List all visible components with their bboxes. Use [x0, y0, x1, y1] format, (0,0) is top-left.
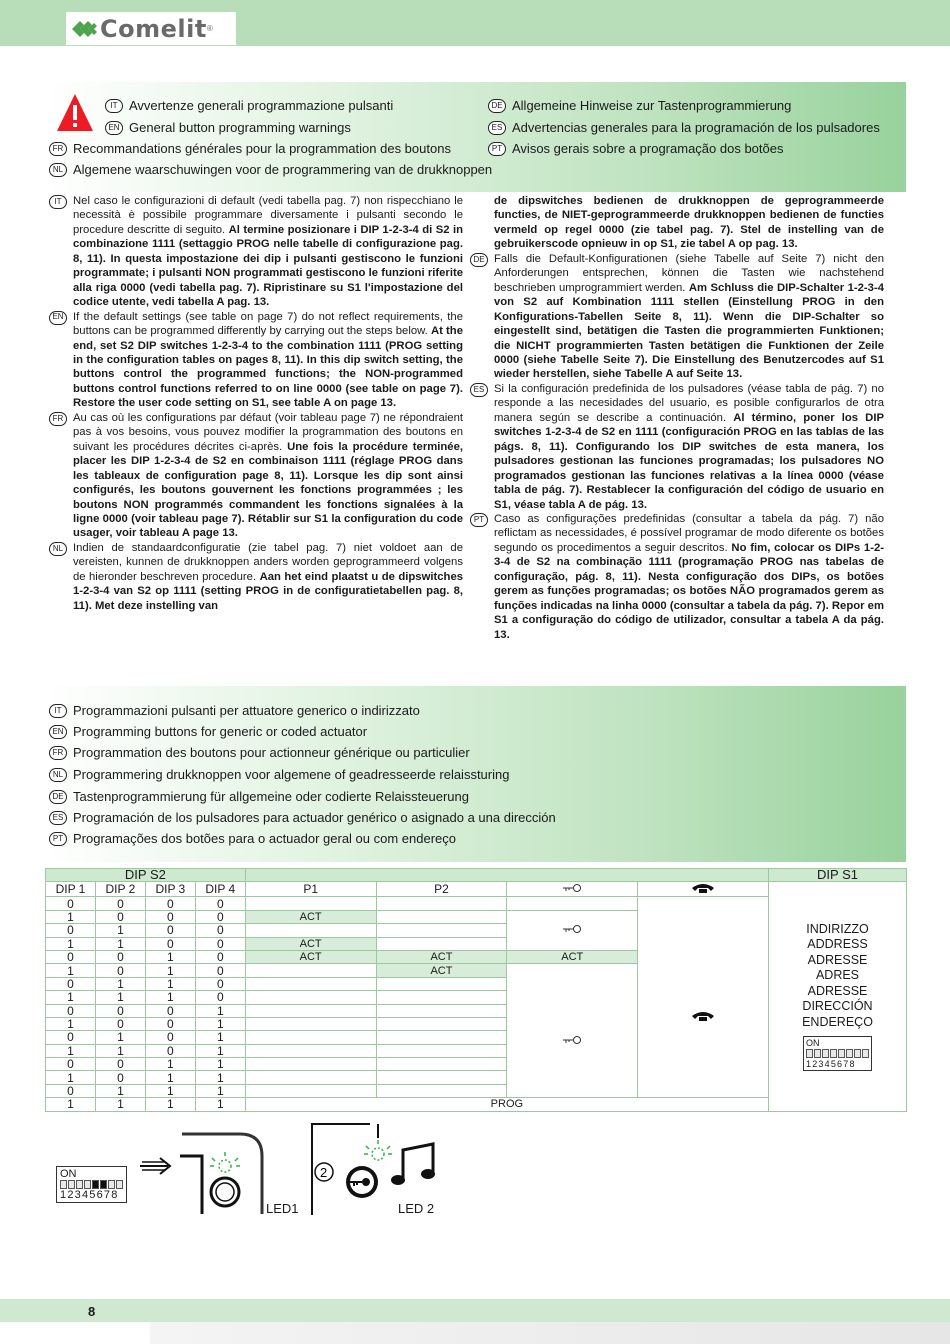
dip-switch-cells: [60, 1180, 123, 1189]
table-cell: [507, 897, 638, 910]
table-cell: [245, 897, 376, 910]
table-cell: 1: [195, 1031, 245, 1044]
table-cell: 0: [46, 950, 96, 963]
table-cell: [245, 1044, 376, 1057]
table-cell: 0: [145, 910, 195, 923]
key-icon: [561, 1035, 583, 1045]
address-line: ADRESSE: [807, 952, 868, 967]
lang-badge: ES: [470, 383, 488, 397]
paragraph-bold-text: Al término, poner los DIP switches 1-2-3-4 de S2 en 1111 (configuración PROG en las tablas de las págs. 8, 11). Configurando los DIP switches de esta manera, los pulsadores gestionan las funciones programadas; los pulsadores NO programados gestionan las funciones relativas a la línea 0000 (véase tabla de pág. 7). Restablecer la configuración del código de usuario en S1, véase tabla A de pág. 13.: [494, 411, 885, 511]
table-cell: [376, 1017, 507, 1030]
table-cell: 1: [46, 1044, 96, 1057]
act-cell: ACT: [376, 950, 507, 963]
table-cell: 0: [145, 1004, 195, 1017]
table-cell: 1: [145, 1058, 195, 1071]
paragraph-de: [470, 252, 884, 382]
table-cell: 0: [95, 1004, 145, 1017]
dip2-header: DIP 2: [95, 882, 145, 897]
paragraph-fr: [49, 411, 463, 541]
p1-header: P1: [245, 882, 376, 897]
blank-header: [245, 869, 768, 882]
table-cell: 0: [145, 897, 195, 910]
table-cell: 0: [95, 1071, 145, 1084]
section-title-es: [49, 810, 556, 825]
table-cell: 0: [95, 910, 145, 923]
handset-column-cell: [638, 897, 769, 1098]
table-cell: 1: [195, 1098, 245, 1111]
address-cell: [769, 882, 907, 1111]
paragraph-it: [49, 194, 463, 310]
table-cell: 0: [145, 1031, 195, 1044]
lang-badge: EN: [49, 311, 67, 325]
table-cell: 1: [195, 1084, 245, 1097]
lang-badge: FR: [49, 412, 67, 426]
table-cell: 0: [195, 924, 245, 937]
table-cell: 1: [46, 1017, 96, 1030]
table-cell: 0: [46, 1058, 96, 1071]
section-title-text: Programações dos botões para o actuador geral ou com endereço: [73, 831, 457, 846]
table-cell: [376, 910, 507, 923]
text-column-right: [470, 194, 884, 642]
lang-badge: NL: [49, 768, 67, 782]
text-column-left: [49, 194, 463, 613]
table-cell: 0: [195, 910, 245, 923]
lang-badge: PT: [470, 513, 488, 527]
table-cell: [376, 977, 507, 990]
table-subheader-row: [46, 882, 907, 897]
address-line: ADDRESS: [807, 937, 868, 952]
paragraph-bold-text: No fim, colocar os DIPs 1-2-3-4 de S2 na combinação 1111 (programação PROG nas tabelas de configuração, pág. 8, 11). Nesta configuração dos DIPs, os botões gerem as funções programadas; os botões NÃO programados gerem as funções indicadas na linha 0000 (consultar a tabela da pág. 7). Repor em S1 a configuração do código de utilizador, consultar a tabela A da pág. 13.: [494, 541, 884, 641]
table-cell: 1: [46, 964, 96, 977]
table-cell: 0: [145, 1017, 195, 1030]
lang-badge: FR: [49, 746, 67, 760]
section-title-text: Programmering drukknoppen voor algemene of geadresseerde relaissturing: [73, 767, 510, 782]
table-cell: 0: [46, 1031, 96, 1044]
table-cell: [376, 991, 507, 1004]
act-cell: ACT: [245, 937, 376, 950]
table-cell: 1: [195, 1071, 245, 1084]
paragraph-text: Nel caso le configurazioni di default (vedi tabella pag. 7) non rispecchiano le necessità è possibile programmare diversamente i pulsanti secondo le procedure descritte di seguito.: [73, 195, 463, 236]
paragraph-bold-text: At the end, set S2 DIP switches 1-2-3-4 to the combination 1111 (PROG setting in the configuration tables on pages 8, 11). In this dip switch setting, the buttons control the programmed functions; the NON-programmed buttons control functions referred to on line 0000 (see table on page 7). Restore the user code setting on S1, see table A on page 13.: [73, 325, 463, 410]
key-icon: [561, 883, 583, 893]
table-cell: 0: [46, 1004, 96, 1017]
address-line: INDIRIZZO: [806, 921, 869, 936]
table-cell: 0: [95, 1058, 145, 1071]
section-title-text: Programming buttons for generic or coded actuator: [73, 724, 368, 739]
act-cell: ACT: [245, 950, 376, 963]
dip-switch-illustration: [56, 1166, 127, 1203]
table-cell: 1: [145, 991, 195, 1004]
warning-title-text: Advertencias generales para la programación de los pulsadores: [512, 120, 880, 135]
table-cell: 1: [195, 1004, 245, 1017]
dip-programming-table: [45, 868, 907, 1112]
handset-header: [638, 882, 769, 897]
warning-title-it: [105, 98, 393, 113]
table-cell: 1: [95, 937, 145, 950]
act-cell: ACT: [245, 910, 376, 923]
footer-strip: [150, 1322, 950, 1344]
section-title-nl: [49, 767, 509, 782]
paragraph-nl-continued: de dipswitches bedienen de drukknoppen de geprogrammeerde functies, de NIET-geprogrammeerde drukknoppen bedienen de functies vermeld op regel 0000 (zie tabel pag. 7). Stel de instelling van de gebruikerscode opnieuw in op S1, zie tabel A op pag. 13.: [494, 195, 884, 251]
table-cell: 1: [46, 910, 96, 923]
table-cell: [245, 924, 376, 937]
led2-label: LED 2: [398, 1201, 435, 1216]
paragraph-bold-text: Une fois la procédure terminée, placer les DIP 1-2-3-4 de S2 en combinaison 1111 (réglage PROG dans les tableaux de configuration page 8, 11). Lorsque les dip sont ainsi configurés, les boutons gouvernent les fonctions programmées ; les boutons NON programmés commandent les fonctions signalées à la ligne 0000 (voir tableau page 7). Rétablir sur S1 la configuration du code usager, voir tableau A page 13.: [73, 440, 464, 540]
dip-on-label: ON: [60, 1168, 77, 1180]
table-cell: 0: [195, 897, 245, 910]
address-line: ADRESSE: [807, 983, 868, 998]
warning-title-es: [488, 120, 880, 135]
section-title-text: Programación de los pulsadores para actuador genérico o asignado a una dirección: [73, 810, 556, 825]
table-cell: 1: [145, 1071, 195, 1084]
address-line: ADRES: [815, 968, 860, 983]
lang-badge: ES: [49, 811, 67, 825]
table-cell: 0: [145, 937, 195, 950]
dip-s1-header: DIP S1: [769, 869, 907, 882]
table-cell: 1: [46, 937, 96, 950]
table-cell: 0: [95, 1017, 145, 1030]
lang-badge: FR: [49, 142, 67, 156]
table-cell: 0: [46, 897, 96, 910]
paragraph-bold-text: Aan het eind plaatst u de dipswitches 1-2-3-4 van S2 op 1111 (setting PROG in de configuratietabellen pag. 8, 11). Met deze instelling van: [73, 570, 464, 612]
table-cell: 0: [195, 977, 245, 990]
table-cell: 1: [46, 1098, 96, 1111]
warning-title-pt: [488, 141, 783, 156]
table-cell: 0: [145, 1044, 195, 1057]
table-cell: [376, 897, 507, 910]
table-cell: 1: [195, 1044, 245, 1057]
lang-badge: DE: [470, 253, 488, 267]
table-cell: [376, 1044, 507, 1057]
table-cell: [245, 1071, 376, 1084]
p2-header: P2: [376, 882, 507, 897]
table-cell: [376, 1084, 507, 1097]
registered-mark: ®: [206, 24, 213, 33]
section-title-text: Programmation des boutons pour actionneur générique ou particulier: [73, 745, 470, 760]
table-cell: 0: [46, 1084, 96, 1097]
section-title-en: [49, 724, 367, 739]
table-cell: 1: [145, 1084, 195, 1097]
dip3-header: DIP 3: [145, 882, 195, 897]
table-cell: 0: [46, 924, 96, 937]
section-title-pt: [49, 831, 456, 846]
warning-title-text: Avisos gerais sobre a programação dos botões: [512, 141, 784, 156]
lang-badge: DE: [49, 790, 67, 804]
dip-switch-s1: [803, 1036, 872, 1071]
paragraph-text: Falls die Default-Konfigurationen (siehe Tabelle auf Seite 7) nicht den Anforderungen entsprechen, können die Tasten wie nachstehend beschrieben umprogrammiert werden.: [494, 252, 884, 294]
table-cell: 0: [95, 897, 145, 910]
warning-title-text: General button programming warnings: [129, 120, 351, 135]
paragraph-text: Caso as configurações predefinidas (consultar a tabela da pág. 7) não reflictam as necessidades, é possível programar de modo diferente os botões segundo os procedimentos a seguir descritos.: [494, 512, 884, 554]
warning-title-text: Allgemeine Hinweise zur Tastenprogrammierung: [512, 98, 792, 113]
paragraph-nl: [49, 541, 463, 613]
prog-cell: PROG: [245, 1098, 768, 1111]
paragraph-bold-text: Al termine posizionare i DIP 1-2-3-4 di S2 in combinazione 1111 (settaggio PROG nelle tabelle di configurazione pag. 8, 11). In questa impostazione dei dip i pulsanti gestiscono le funzioni programmate; i pulsanti NON programmati gestiscono le funzioni riferite alla riga 0000 (vedi tabella pag. 7). Ripristinare su S1 l'impostazione del codice utente, vedi tabella A pag. 13.: [73, 223, 463, 309]
table-cell: [376, 937, 507, 950]
act-cell: ACT: [507, 950, 638, 963]
warning-triangle-icon: [56, 93, 94, 133]
table-cell: 1: [95, 991, 145, 1004]
dip-on-label: ON: [806, 1038, 820, 1049]
lang-badge: IT: [49, 704, 67, 718]
button-press-illustration: [140, 1126, 270, 1216]
section-title-text: Tastenprogrammierung für allgemeine oder codierte Relaissteuerung: [73, 789, 469, 804]
table-cell: [245, 977, 376, 990]
table-cell: 0: [145, 924, 195, 937]
comelit-logo-icon: [70, 18, 100, 40]
dip4-header: DIP 4: [195, 882, 245, 897]
lang-badge: ES: [488, 121, 506, 135]
warning-title-text: Algemene waarschuwingen voor de programmering van de drukknoppen: [73, 162, 493, 177]
table-cell: 1: [195, 1058, 245, 1071]
warning-title-en: [105, 120, 351, 135]
lang-badge: NL: [49, 542, 67, 556]
paragraph-es: [470, 382, 884, 512]
footer-bar: [0, 1299, 950, 1322]
paragraph-text: If the default settings (see table on page 7) do not reflect requirements, the buttons can be programmed differently by carrying out the steps below.: [73, 310, 463, 338]
table-cell: [376, 1004, 507, 1017]
brand-logo: [66, 12, 236, 45]
lang-badge: PT: [49, 832, 67, 846]
paragraph-bold-text: Am Schluss die DIP-Schalter 1-2-3-4 von S2 auf Kombination 1111 stellen (Einstellung PROG in den Konfigurations-Tabellen Seite 8, 11). Wenn die DIP-Schalter so eingestellt sind, betätigen die Tasten die programmierten Funktionen; die NICHT programmierten Tasten betätigen die Funktionen der Zeile 0000 (siehe Tabelle Seite 7). Die Einstellung des Benutzercodes auf S1 wieder herstellen, siehe Tabelle A auf Seite 13.: [494, 281, 884, 381]
lang-badge: DE: [488, 99, 506, 113]
dip-switch-cells: [806, 1049, 869, 1058]
table-cell: 0: [95, 950, 145, 963]
table-cell: 1: [145, 1098, 195, 1111]
table-cell: [376, 1058, 507, 1071]
warning-title-de: [488, 98, 791, 113]
table-cell: 1: [95, 1031, 145, 1044]
table-cell: 1: [145, 964, 195, 977]
table-cell: 1: [195, 1017, 245, 1030]
lang-badge: EN: [49, 725, 67, 739]
table-cell: [245, 1084, 376, 1097]
act-cell: ACT: [376, 964, 507, 977]
paragraph-en: [49, 310, 463, 411]
lang-badge: EN: [105, 121, 123, 135]
paragraph-text: Au cas où les configurations par défaut (voir tableau page 7) ne répondraient pas à vos besoins, vous pouvez modifier la programmation des boutons en suivant les procédures décrites ci-après.: [73, 411, 463, 453]
handset-icon: [691, 1010, 715, 1022]
table-cell: 0: [95, 964, 145, 977]
paragraph-text: Indien de standaardconfiguratie (zie tabel pag. 7) niet voldoet aan de vereisten, kunnen de drukknoppen anders worden geprogrammeerd volgens de hieronder beschreven procedure.: [73, 541, 463, 583]
key-icon: [561, 924, 583, 934]
table-cell: 1: [46, 991, 96, 1004]
warning-title-text: Recommandations générales pour la programmation des boutons: [73, 141, 451, 156]
table-cell: 1: [95, 1044, 145, 1057]
table-cell: 1: [46, 1071, 96, 1084]
handset-icon: [691, 882, 715, 894]
table-cell: [245, 1017, 376, 1030]
dip-s2-header: DIP S2: [46, 869, 246, 882]
table-cell: [376, 924, 507, 937]
table-cell: 0: [195, 991, 245, 1004]
lang-badge: IT: [105, 99, 123, 113]
lang-badge: IT: [49, 195, 67, 209]
led1-label: LED1: [266, 1201, 299, 1216]
table-cell: 1: [145, 950, 195, 963]
step-number: 2: [320, 1165, 328, 1180]
lang-badge: PT: [488, 142, 506, 156]
warning-title-fr: [49, 141, 451, 156]
table-cell: 0: [195, 964, 245, 977]
table-cell: 1: [95, 1084, 145, 1097]
lang-badge: NL: [49, 163, 67, 177]
table-cell: 0: [195, 937, 245, 950]
address-line: ENDEREÇO: [802, 1014, 873, 1029]
key-cell: [507, 910, 638, 950]
paragraph-text: Si la configuración predefinida de los pulsadores (véase tabla de pág. 7) no responde a las necesidades del usuario, es posible configurarlos de otra manera según se describe a continuación.: [494, 382, 884, 424]
dip1-header: DIP 1: [46, 882, 96, 897]
warning-title-nl: [49, 162, 492, 177]
table-cell: [245, 1058, 376, 1071]
table-cell: 1: [145, 977, 195, 990]
dip-numbers: 12345678: [60, 1189, 119, 1201]
page-number: 8: [88, 1304, 96, 1319]
table-cell: [376, 1031, 507, 1044]
table-cell: [245, 1004, 376, 1017]
section-title-it: [49, 703, 420, 718]
table-cell: 1: [95, 977, 145, 990]
dip-numbers: 12345678: [806, 1059, 856, 1070]
warning-title-text: Avvertenze generali programmazione pulsanti: [129, 98, 394, 113]
table-cell: [245, 964, 376, 977]
key-header: [507, 882, 638, 897]
table-cell: [245, 991, 376, 1004]
key-cell: [507, 964, 638, 1098]
table-cell: [245, 1031, 376, 1044]
section-title-de: [49, 789, 469, 804]
address-line: DIRECCIÓN: [802, 999, 873, 1014]
table-cell: 0: [46, 977, 96, 990]
paragraph-pt: [470, 512, 884, 642]
table-cell: 1: [95, 1098, 145, 1111]
brand-name: Comelit: [100, 14, 207, 43]
section-title-fr: [49, 745, 470, 760]
table-cell: 1: [95, 924, 145, 937]
section-title-text: Programmazioni pulsanti per attuatore generico o indirizzato: [73, 703, 420, 718]
table-header-row: [46, 869, 907, 882]
table-cell: [376, 1071, 507, 1084]
table-cell: 0: [195, 950, 245, 963]
